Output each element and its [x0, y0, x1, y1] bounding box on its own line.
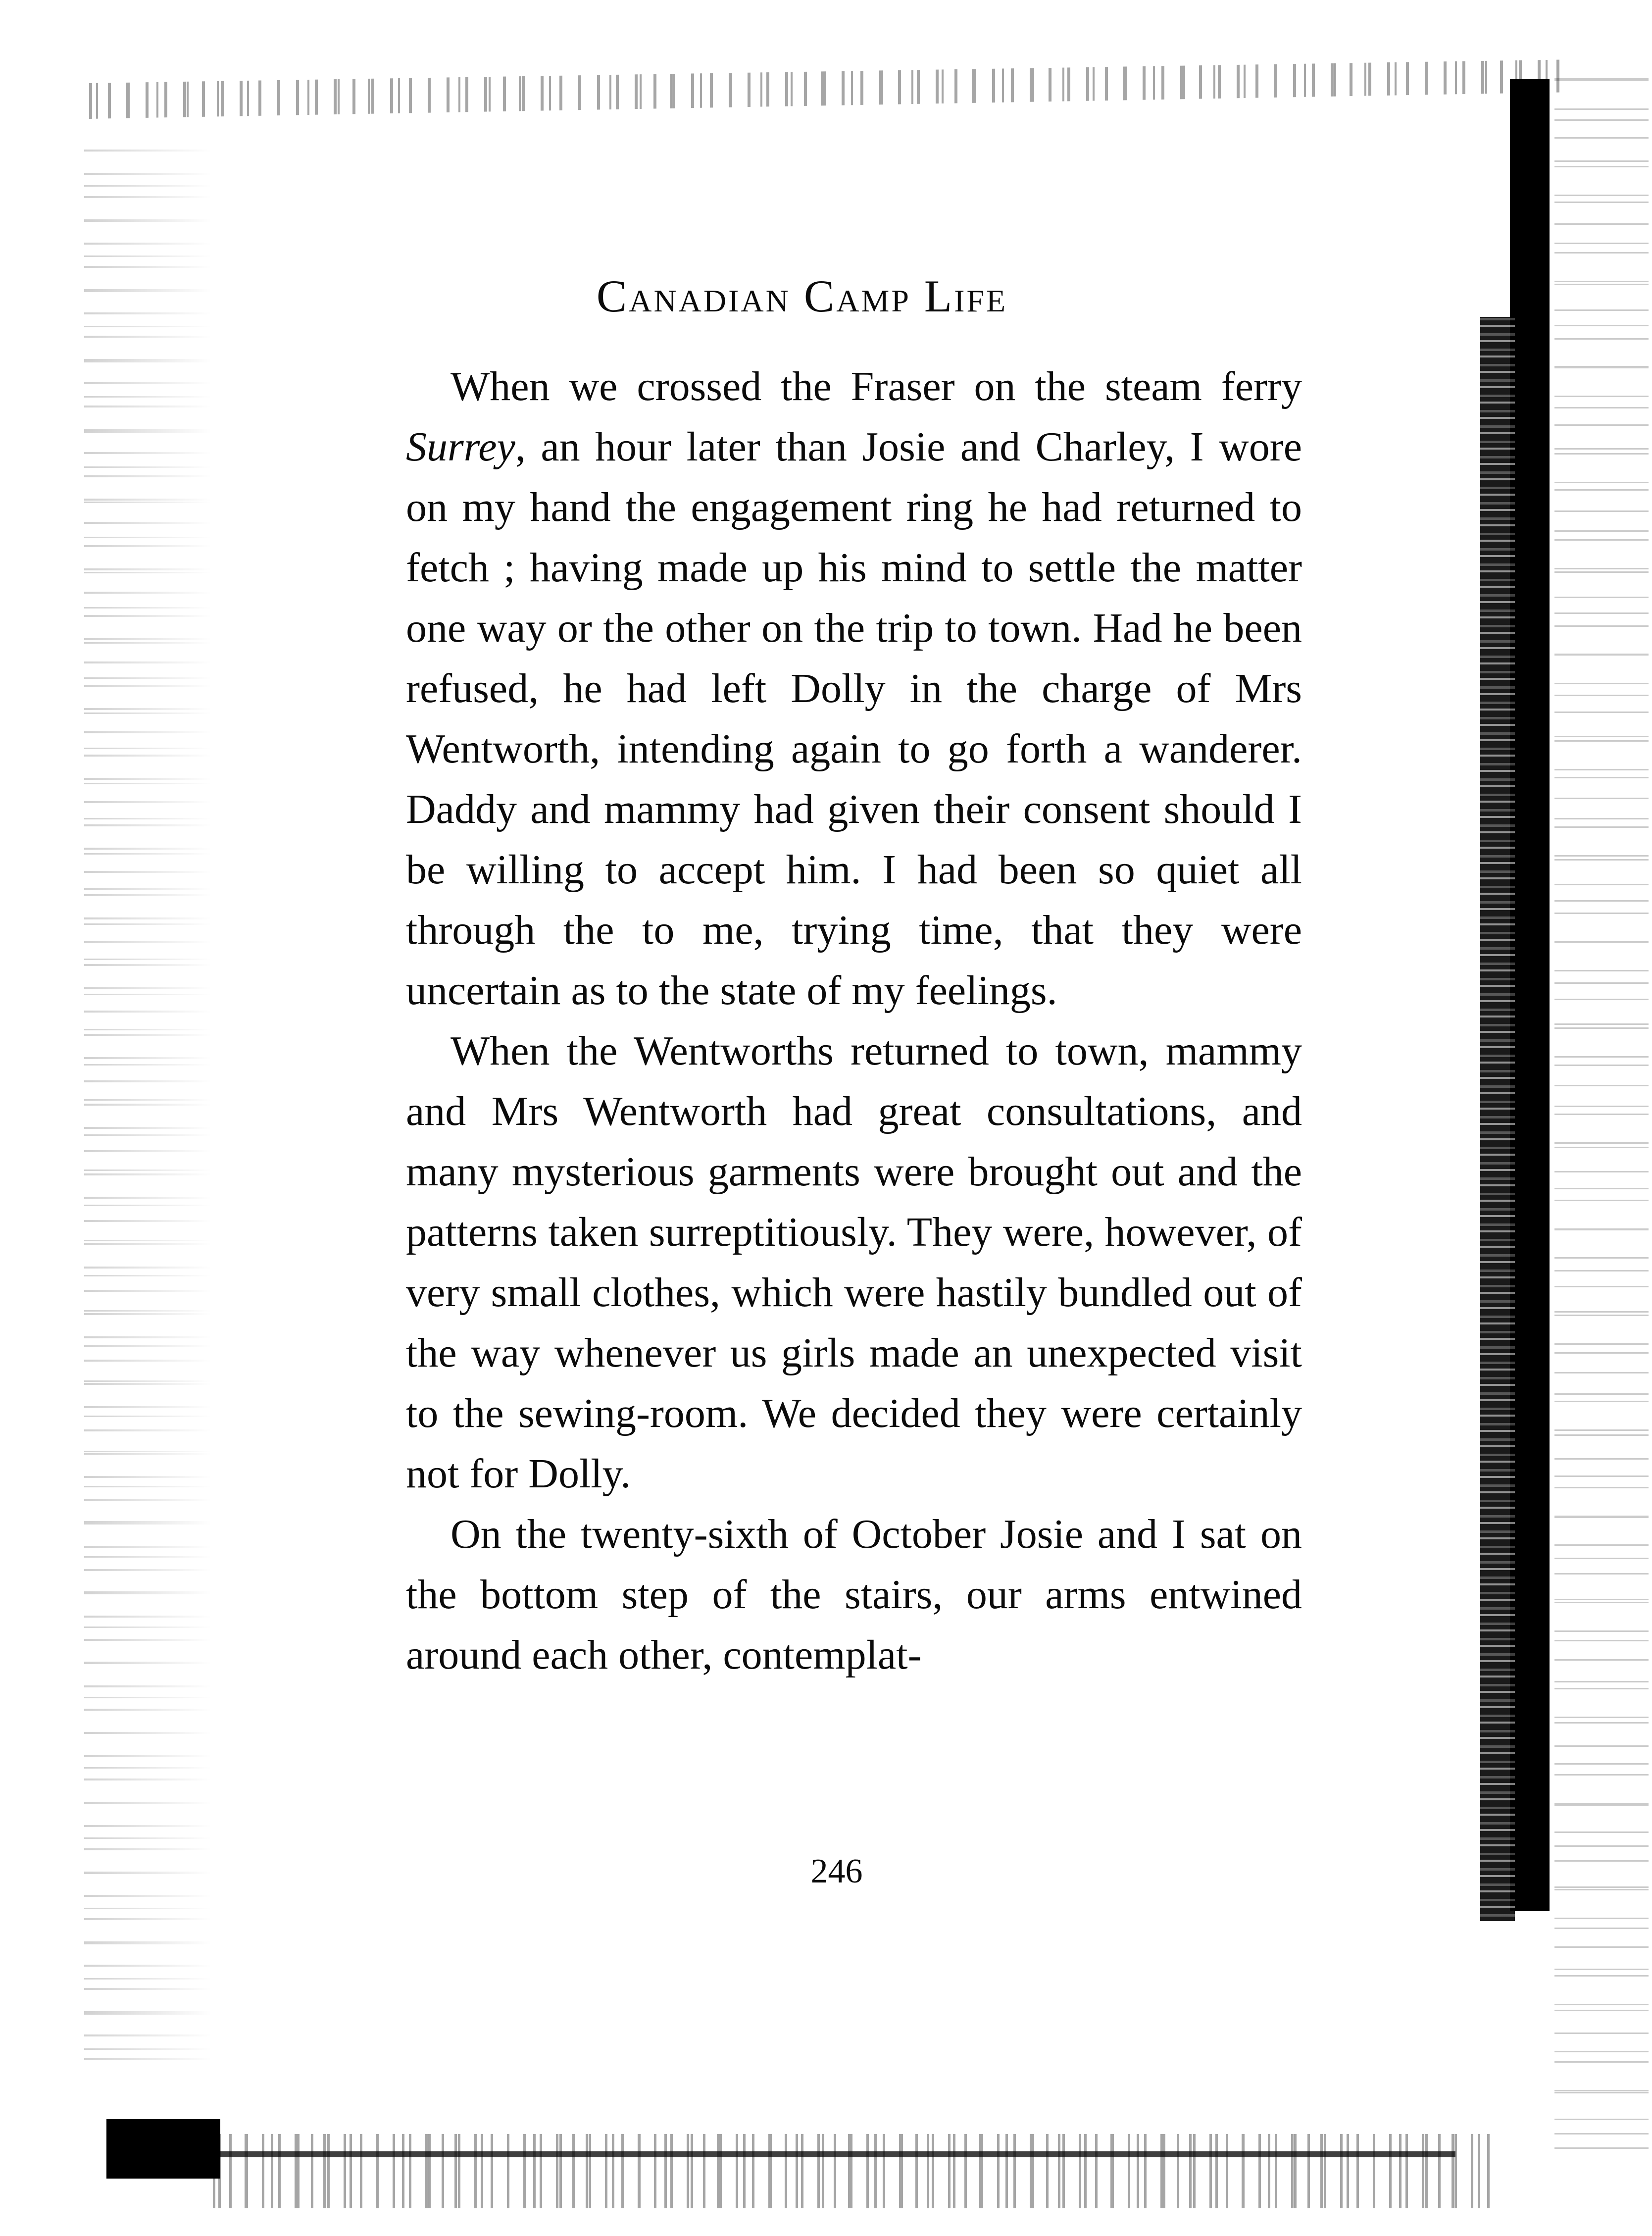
- ferry-name: Surrey: [406, 424, 515, 470]
- binding-gutter-shadow: [1510, 79, 1550, 1911]
- paragraph-1: [406, 356, 1302, 1021]
- paragraph-2: When the Wentworths returned to town, mammy and Mrs Wentworth had great consultations, and many mysterious garments were brought out and the patterns taken surreptitiously. They were, however, of very small clothes, which were hastily bundled out of the way whenever us girls made an unexpected visit to the sewing-room. We decided they were certainly not for Dolly.: [406, 1028, 1302, 1497]
- running-head: Canadian Camp Life: [596, 271, 1008, 321]
- paragraph-1-text-end: , an hour later than Josie and Charley, I wore on my hand the engagement ring he had returned to fetch ; having made up his mind to settle the matter one way or the other on the trip to town. Had he been refused, he had left Dolly in the charge of Mrs Wentworth, intending again to go forth a wanderer. Daddy and mammy had given their consent should I be willing to accept him. I had been so quiet all through the to me, trying time, that they were uncertain as to the state of my feelings.: [406, 424, 1302, 1014]
- scan-noise-right: [1554, 69, 1649, 2149]
- scan-noise-top: [89, 59, 1574, 119]
- bottom-edge-rule: [218, 2151, 1455, 2157]
- paragraph-1-text-start: When we crossed the Fraser on the steam ferry: [451, 363, 1302, 409]
- body-text: [406, 356, 1302, 1685]
- scan-noise-bottom: [213, 2134, 1500, 2208]
- page-edge-shadow: [1480, 317, 1515, 1921]
- scan-noise-left: [84, 129, 213, 2060]
- paragraph-3: On the twenty-sixth of October Josie and I sat on the bottom step of the stairs, our arms entwined around each other, contemplat-: [406, 1511, 1302, 1678]
- bottom-corner-shadow: [106, 2119, 220, 2179]
- page-number: 246: [810, 1852, 863, 1890]
